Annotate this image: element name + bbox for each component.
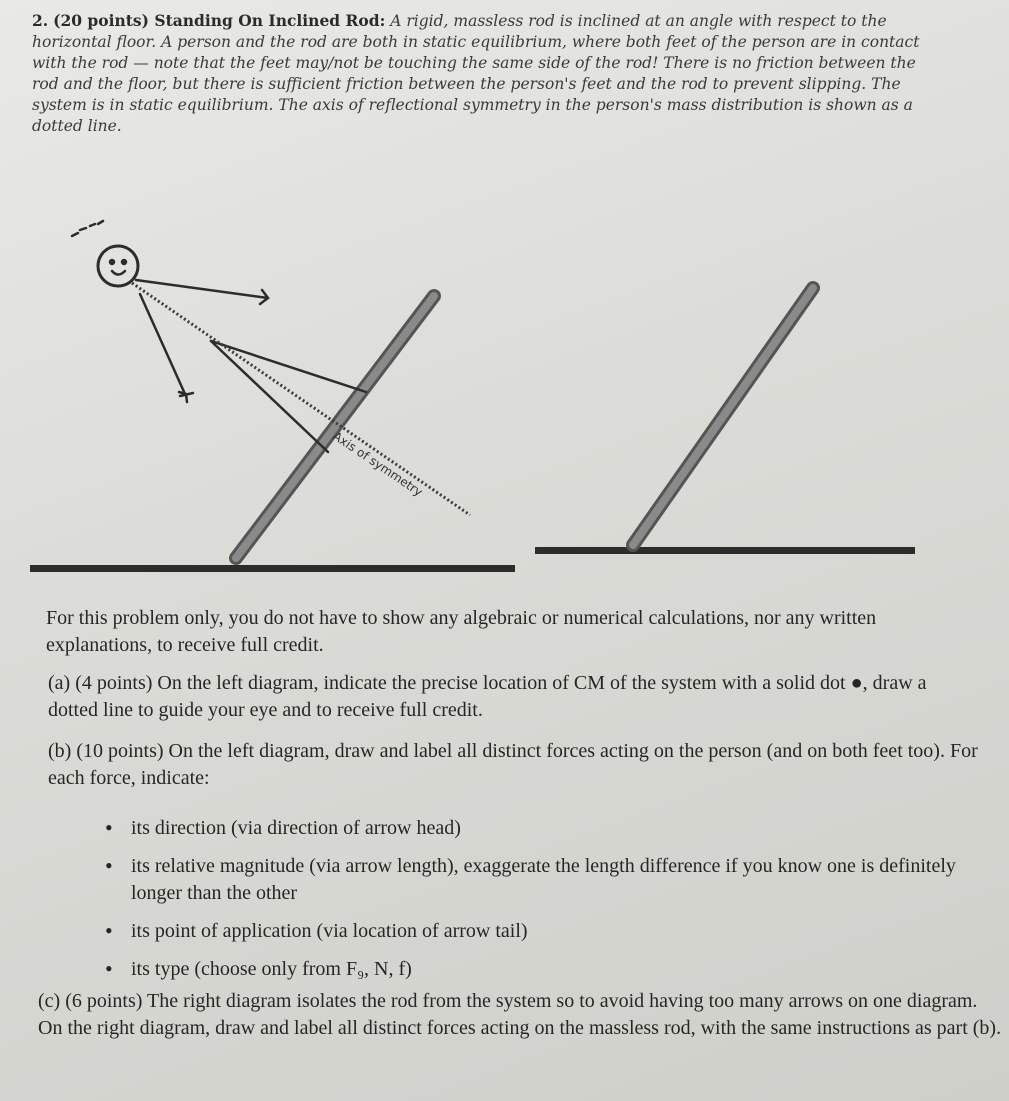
bullet-item: • its relative magnitude (via arrow length), exaggerate the length difference if you know one is definitely longer than the other [105, 853, 995, 907]
bullet-item: • its direction (via direction of arrow head) [105, 815, 995, 842]
problem-text: A rigid, massless rod is inclined at an angle with respect to the horizontal floor. A person and the rod are both in static equilibrium, where both feet of the person are in contact with the rod — note that the feet may/not be touching the same side of the rod! There is no friction between the rod and the floor, but there is sufficient friction between the person's feet and the rod to prevent slipping. The system is in static equilibrium. The axis of reflectional symmetry in the person's mass distribution is shown as a dotted line. [32, 12, 920, 135]
part-b-label: (b) [48, 740, 72, 762]
axis-of-symmetry-label: Axis of symmetry [330, 428, 426, 500]
part-c-label: (c) [38, 990, 61, 1012]
leg-upper [211, 341, 366, 392]
head [98, 246, 138, 286]
part-c [38, 988, 1003, 1042]
floor-left [30, 565, 515, 572]
right-rod [633, 288, 813, 545]
floor-right [535, 547, 915, 554]
person-figure [72, 221, 366, 452]
bullet-item: • its point of application (via location of arrow tail) [105, 918, 995, 945]
part-c-text: (6 points) The right diagram isolates the rod from the system so to avoid having too many arrows on one diagram. On the right diagram, draw and label all distinct forces acting on the massless rod, with the same instructions as part (b). [38, 990, 1002, 1039]
left-rod [236, 296, 434, 558]
figure-diagrams [0, 200, 1009, 600]
problem-number: 2. [32, 11, 49, 30]
problem-statement [32, 10, 922, 137]
arm-left [140, 294, 185, 394]
note-text: For this problem only, you do not have to show any algebraic or numerical calculations, nor any written explanations, to receive full credit. [46, 607, 877, 656]
part-b-text: (10 points) On the left diagram, draw and label all distinct forces acting on the person (and on both feet too). For each force, indicate: [48, 740, 978, 789]
part-a-text: (4 points) On the left diagram, indicate the precise location of CM of the system with a solid dot ●, draw a dotted line to guide your eye and to receive full credit. [48, 672, 927, 721]
hair [72, 221, 103, 236]
part-a [48, 670, 978, 724]
arm [136, 280, 268, 298]
part-a-label: (a) [48, 672, 71, 694]
leg-lower [211, 341, 328, 452]
problem-header: (20 points) Standing On Inclined Rod: [53, 11, 386, 30]
bullet-item: • its type (choose only from F₉, N, f) [105, 956, 995, 983]
part-b [48, 738, 978, 792]
part-b-bullet-list [105, 815, 995, 994]
